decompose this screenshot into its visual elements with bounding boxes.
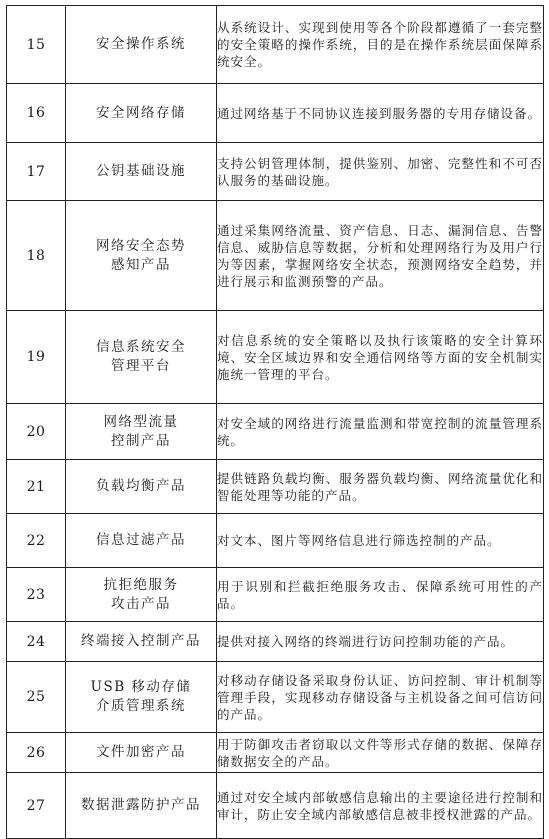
security-products-table: [6, 5, 544, 839]
product-description: 支持公钥管理体制，提供鉴别、加密、完整性和不可否认服务的基础设施。: [217, 143, 544, 201]
product-name-line: 负载均衡产品: [96, 478, 186, 494]
row-number: 26: [7, 733, 66, 773]
row-number: 15: [7, 6, 66, 84]
product-name: [66, 514, 217, 568]
table-row: [7, 773, 544, 839]
table-row: [7, 404, 544, 460]
product-description: 通过网络基于不同协议连接到服务器的专用存储设备。: [217, 84, 544, 143]
table-row: [7, 201, 544, 311]
product-name-line: 攻击产品: [111, 595, 171, 612]
row-number: 23: [7, 568, 66, 622]
product-name-line: 文件加密产品: [96, 744, 186, 760]
product-name: [66, 143, 217, 201]
product-description: 用于防御攻击者窃取以文件等形式存储的数据、保障存储数据安全的产品。: [217, 733, 544, 773]
product-description: 通过对安全域内部敏感信息输出的主要途径进行控制和审计，防止安全域内部敏感信息被非授权泄露的产品。: [217, 773, 544, 839]
product-name-line: 网络安全态势: [96, 237, 186, 254]
product-name-line: 数据泄露防护产品: [81, 797, 201, 813]
product-name-line: 公钥基础设施: [96, 163, 186, 179]
product-description: 用于识别和拦截拒绝服务攻击、保障系统可用性的产品。: [217, 568, 544, 622]
product-description: 对移动存储设备采取身份认证、访问控制、审计机制等管理手段，实现移动存储设备与主机设备之间可信访问的产品。: [217, 662, 544, 733]
product-name-line: 安全操作系统: [96, 36, 186, 52]
table-row: [7, 514, 544, 568]
table-row: [7, 622, 544, 662]
product-name: [66, 568, 217, 622]
product-name: [66, 773, 217, 839]
product-name-line: 介质管理系统: [96, 698, 186, 714]
table-row: [7, 662, 544, 733]
product-name-line: 管理平台: [111, 358, 171, 374]
product-name-line: 信息系统安全: [96, 339, 186, 355]
product-name-line: 感知产品: [111, 256, 171, 273]
product-name-line: USB 移动存储: [90, 679, 192, 695]
table-row: [7, 84, 544, 143]
table-row: [7, 460, 544, 514]
row-number: 17: [7, 143, 66, 201]
product-name-line: 终端接入控制产品: [81, 633, 201, 649]
row-number: 24: [7, 622, 66, 662]
table-row: [7, 733, 544, 773]
product-name: [66, 622, 217, 662]
product-name-line: 信息过滤产品: [96, 532, 186, 548]
row-number: 18: [7, 201, 66, 311]
product-name: [66, 201, 217, 311]
table-row: [7, 311, 544, 404]
table-body: [7, 6, 544, 839]
row-number: 21: [7, 460, 66, 514]
product-name: [66, 460, 217, 514]
table-row: [7, 143, 544, 201]
product-name: [66, 662, 217, 733]
product-description: 提供链路负载均衡、服务器负载均衡、网络流量优化和智能处理等功能的产品。: [217, 460, 544, 514]
product-name: [66, 311, 217, 404]
product-name: [66, 84, 217, 143]
table-row: [7, 568, 544, 622]
row-number: 25: [7, 662, 66, 733]
product-description: 通过采集网络流量、资产信息、日志、漏洞信息、告警信息、威胁信息等数据，分析和处理网络行为及用户行为等因素，掌握网络安全状态，预测网络安全趋势，并进行展示和监测预警的产品。: [217, 201, 544, 311]
product-name-line: 控制产品: [111, 432, 171, 449]
table-row: [7, 6, 544, 84]
product-name: [66, 404, 217, 460]
product-name: [66, 733, 217, 773]
product-description: 对安全域的网络进行流量监测和带宽控制的流量管理系统。: [217, 404, 544, 460]
product-name-line: 安全网络存储: [96, 104, 186, 121]
row-number: 16: [7, 84, 66, 143]
product-name-line: 抗拒绝服务: [103, 576, 179, 593]
row-number: 27: [7, 773, 66, 839]
row-number: 19: [7, 311, 66, 404]
row-number: 22: [7, 514, 66, 568]
product-description: 提供对接入网络的终端进行访问控制功能的产品。: [217, 622, 544, 662]
product-description: 从系统设计、实现到使用等各个阶段都遵循了一套完整的安全策略的操作系统，目的是在操作系统层面保障系统安全。: [217, 6, 544, 84]
product-name: [66, 6, 217, 84]
product-name-line: 网络型流量: [103, 413, 179, 430]
row-number: 20: [7, 404, 66, 460]
product-description: 对信息系统的安全策略以及执行该策略的安全计算环境、安全区域边界和安全通信网络等方面的安全机制实施统一管理的平台。: [217, 311, 544, 404]
product-description: 对文本、图片等网络信息进行筛选控制的产品。: [217, 514, 544, 568]
